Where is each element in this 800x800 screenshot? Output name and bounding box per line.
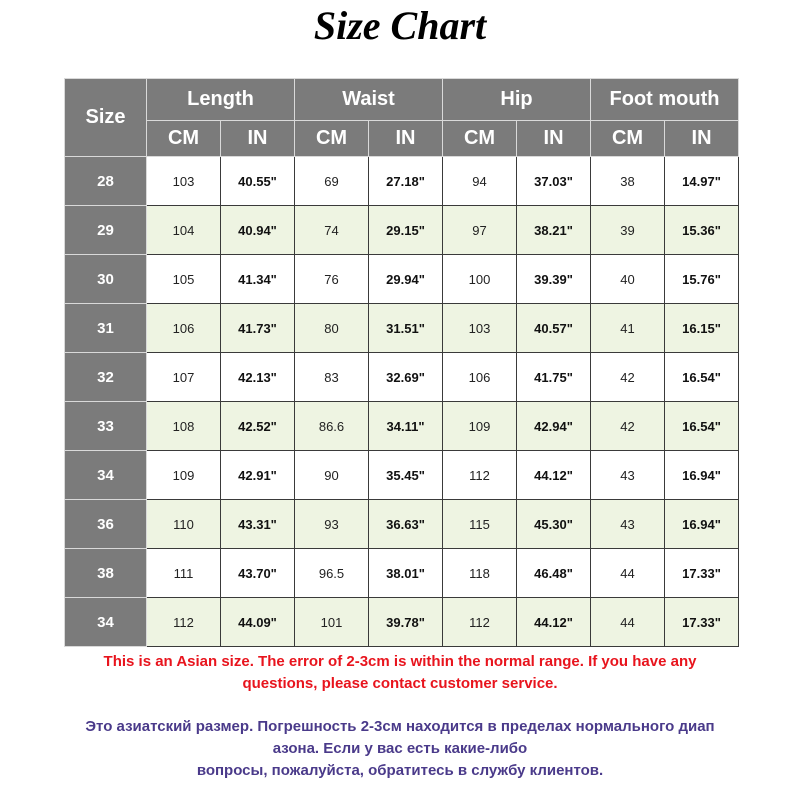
size-table-body (65, 157, 739, 647)
hip-cm-cell: 112 (443, 451, 517, 500)
hip-in-header: IN (517, 121, 591, 157)
table-row (65, 304, 739, 353)
length-in-cell: 44.09" (221, 598, 295, 647)
waist-in-cell: 36.63" (369, 500, 443, 549)
unit-header-row (65, 121, 739, 157)
table-row (65, 402, 739, 451)
foot-mouth-cm-cell: 42 (591, 353, 665, 402)
waist-in-cell: 31.51" (369, 304, 443, 353)
waist-in-cell: 32.69" (369, 353, 443, 402)
waist-in-cell: 29.15" (369, 206, 443, 255)
length-cm-cell: 112 (147, 598, 221, 647)
foot-mouth-in-cell: 15.76" (665, 255, 739, 304)
foot-mouth-cm-cell: 40 (591, 255, 665, 304)
length-cm-cell: 107 (147, 353, 221, 402)
table-row (65, 451, 739, 500)
length-cm-cell: 106 (147, 304, 221, 353)
chart-title: Size Chart (313, 3, 487, 48)
length-cm-cell: 108 (147, 402, 221, 451)
waist-cm-cell: 74 (295, 206, 369, 255)
foot-mouth-cm-cell: 38 (591, 157, 665, 206)
length-cm-cell: 105 (147, 255, 221, 304)
hip-in-cell: 46.48" (517, 549, 591, 598)
foot-mouth-in-header: IN (665, 121, 739, 157)
length-cm-cell: 109 (147, 451, 221, 500)
length-in-cell: 40.55" (221, 157, 295, 206)
foot-mouth-in-cell: 16.94" (665, 500, 739, 549)
foot-mouth-in-cell: 15.36" (665, 206, 739, 255)
group-header-row (65, 79, 739, 121)
length-in-cell: 40.94" (221, 206, 295, 255)
foot-mouth-in-cell: 17.33" (665, 549, 739, 598)
waist-in-cell: 35.45" (369, 451, 443, 500)
hip-in-cell: 40.57" (517, 304, 591, 353)
foot-mouth-in-cell: 17.33" (665, 598, 739, 647)
table-row (65, 500, 739, 549)
hip-in-cell: 39.39" (517, 255, 591, 304)
size-cell: 34 (65, 598, 147, 647)
waist-in-cell: 39.78" (369, 598, 443, 647)
length-in-cell: 42.52" (221, 402, 295, 451)
foot-mouth-cm-cell: 41 (591, 304, 665, 353)
waist-group-header: Waist (295, 79, 443, 121)
hip-cm-cell: 112 (443, 598, 517, 647)
size-cell: 32 (65, 353, 147, 402)
length-cm-cell: 110 (147, 500, 221, 549)
table-row (65, 255, 739, 304)
length-in-header: IN (221, 121, 295, 157)
hip-in-cell: 44.12" (517, 598, 591, 647)
length-in-cell: 42.91" (221, 451, 295, 500)
foot-mouth-in-cell: 16.54" (665, 353, 739, 402)
hip-cm-cell: 106 (443, 353, 517, 402)
english-disclaimer-line: questions, please contact customer service. (242, 675, 558, 692)
foot-mouth-cm-cell: 43 (591, 451, 665, 500)
hip-in-cell: 38.21" (517, 206, 591, 255)
waist-cm-cell: 93 (295, 500, 369, 549)
russian-disclaimer-line: Это азиатский размер. Погрешность 2-3см находится в пределах нормального диап (85, 718, 715, 735)
hip-in-cell: 44.12" (517, 451, 591, 500)
hip-cm-cell: 118 (443, 549, 517, 598)
russian-disclaimer-line: азона. Если у вас есть какие-либо (272, 740, 528, 757)
size-cell: 30 (65, 255, 147, 304)
length-in-cell: 41.34" (221, 255, 295, 304)
waist-cm-cell: 76 (295, 255, 369, 304)
length-group-header: Length (147, 79, 295, 121)
size-cell: 31 (65, 304, 147, 353)
length-in-cell: 43.70" (221, 549, 295, 598)
waist-in-cell: 34.11" (369, 402, 443, 451)
waist-cm-cell: 86.6 (295, 402, 369, 451)
length-cm-cell: 111 (147, 549, 221, 598)
length-cm-cell: 104 (147, 206, 221, 255)
length-in-cell: 42.13" (221, 353, 295, 402)
length-cm-cell: 103 (147, 157, 221, 206)
hip-group-header: Hip (443, 79, 591, 121)
foot-mouth-cm-cell: 44 (591, 549, 665, 598)
size-cell: 36 (65, 500, 147, 549)
waist-cm-cell: 80 (295, 304, 369, 353)
foot-mouth-in-cell: 16.15" (665, 304, 739, 353)
waist-cm-cell: 96.5 (295, 549, 369, 598)
waist-in-cell: 27.18" (369, 157, 443, 206)
table-row (65, 157, 739, 206)
size-cell: 38 (65, 549, 147, 598)
foot-mouth-cm-cell: 39 (591, 206, 665, 255)
hip-cm-cell: 97 (443, 206, 517, 255)
waist-cm-header: CM (295, 121, 369, 157)
hip-cm-cell: 103 (443, 304, 517, 353)
hip-cm-cell: 100 (443, 255, 517, 304)
waist-cm-cell: 69 (295, 157, 369, 206)
english-disclaimer-line: This is an Asian size. The error of 2-3cm is within the normal range. If you have any (103, 653, 697, 670)
size-column-header: Size (65, 79, 147, 157)
russian-disclaimer-line: вопросы, пожалуйста, обратитесь в службу клиентов. (196, 762, 604, 779)
foot-mouth-cm-header: CM (591, 121, 665, 157)
foot-mouth-cm-cell: 43 (591, 500, 665, 549)
foot-mouth-in-cell: 14.97" (665, 157, 739, 206)
foot-mouth-group-header: Foot mouth (591, 79, 739, 121)
hip-in-cell: 37.03" (517, 157, 591, 206)
hip-in-cell: 41.75" (517, 353, 591, 402)
waist-cm-cell: 101 (295, 598, 369, 647)
length-cm-header: CM (147, 121, 221, 157)
foot-mouth-cm-cell: 44 (591, 598, 665, 647)
hip-in-cell: 42.94" (517, 402, 591, 451)
waist-cm-cell: 90 (295, 451, 369, 500)
foot-mouth-in-cell: 16.94" (665, 451, 739, 500)
hip-cm-header: CM (443, 121, 517, 157)
foot-mouth-cm-cell: 42 (591, 402, 665, 451)
english-disclaimer (0, 651, 800, 695)
hip-cm-cell: 115 (443, 500, 517, 549)
table-row (65, 549, 739, 598)
hip-cm-cell: 94 (443, 157, 517, 206)
waist-in-cell: 29.94" (369, 255, 443, 304)
length-in-cell: 41.73" (221, 304, 295, 353)
size-cell: 28 (65, 157, 147, 206)
length-in-cell: 43.31" (221, 500, 295, 549)
table-row (65, 353, 739, 402)
russian-disclaimer (0, 716, 800, 782)
waist-in-header: IN (369, 121, 443, 157)
size-chart-table (64, 78, 739, 647)
hip-cm-cell: 109 (443, 402, 517, 451)
table-row (65, 206, 739, 255)
table-row (65, 598, 739, 647)
hip-in-cell: 45.30" (517, 500, 591, 549)
waist-in-cell: 38.01" (369, 549, 443, 598)
size-cell: 29 (65, 206, 147, 255)
size-cell: 34 (65, 451, 147, 500)
waist-cm-cell: 83 (295, 353, 369, 402)
size-cell: 33 (65, 402, 147, 451)
foot-mouth-in-cell: 16.54" (665, 402, 739, 451)
